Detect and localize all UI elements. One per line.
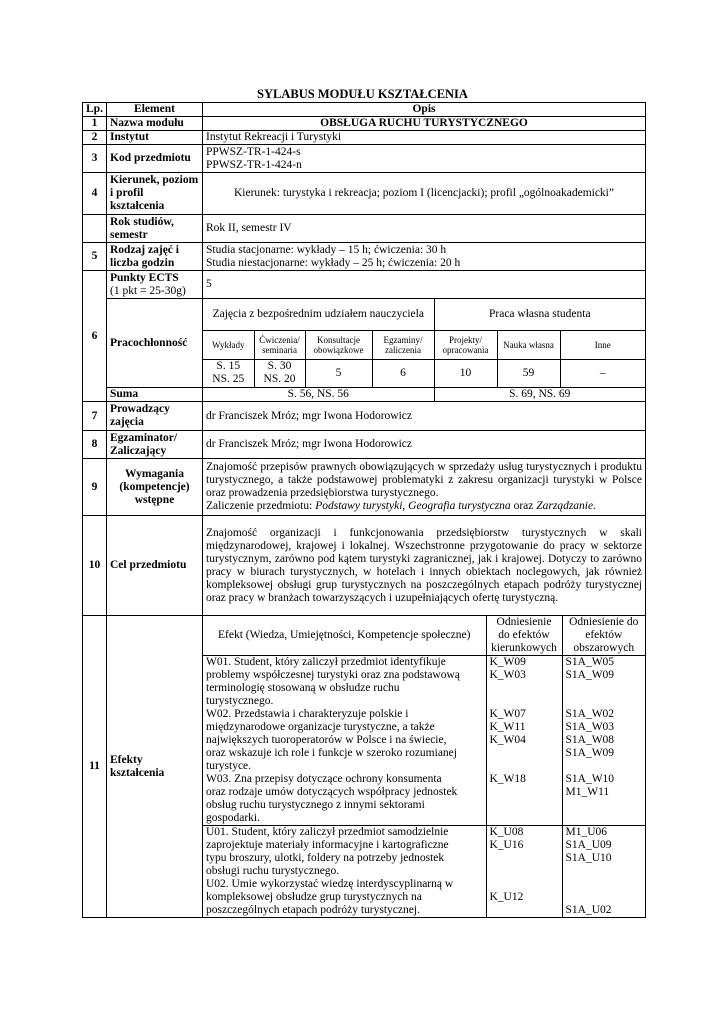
- document-title: SYLABUS MODUŁU KSZTAŁCENIA: [257, 87, 468, 101]
- row-label: Egzaminator/ Zaliczający: [107, 431, 203, 459]
- col-wyklady: Wykłady: [203, 330, 254, 359]
- effect-line: gospodarki.: [206, 812, 260, 824]
- header-obszarowe: Odniesienie do efektów obszarowych: [562, 616, 645, 656]
- ects-note: (1 pkt = 25-30g): [110, 284, 186, 297]
- kier-ref: [490, 865, 559, 878]
- sum-cell: [203, 388, 646, 402]
- hours-nonstationary: Studia niestacjonarne: wykłady – 25 h; ćwiczenia: 20 h: [206, 256, 461, 269]
- row-pracochlonnosc: [83, 299, 646, 388]
- kier-ref: K_W03: [489, 669, 526, 681]
- val-cwiczenia-s: S. 30: [267, 360, 292, 373]
- row-efekty: [83, 616, 646, 918]
- row-number: 3: [83, 145, 107, 173]
- row-nazwa-modulu: [83, 117, 646, 131]
- kier-ref: [490, 695, 559, 708]
- col-projekty: Projekty/ opracowania: [434, 330, 497, 359]
- row-label: Wymagania (kompetencje) wstępne: [107, 459, 203, 516]
- sep: .: [593, 500, 596, 512]
- class-hours-value: [203, 243, 646, 271]
- institute-value: Instytut Rekreacji i Turystyki: [203, 131, 646, 145]
- header-effect: Efekt (Wiedza, Umiejętności, Kompetencje społeczne): [203, 616, 486, 656]
- effect-line: międzynarodowe organizacje turystyczne, a także: [206, 721, 435, 733]
- ects-label: Punkty ECTS: [110, 271, 179, 284]
- effect-line: terminologię stosowaną w obsłudze ruchu: [206, 682, 400, 694]
- row-label: Cel przedmiotu: [107, 516, 203, 616]
- obsz-ref: [566, 891, 643, 904]
- row-number: 7: [83, 402, 107, 431]
- row-cel: [83, 516, 646, 616]
- skills-kier-refs: [486, 826, 562, 918]
- header-lp: Lp.: [83, 103, 107, 117]
- row-instytut: [83, 131, 646, 145]
- kier-ref: [490, 682, 559, 695]
- row-label: Instytut: [107, 131, 203, 145]
- kier-ref: [490, 747, 559, 760]
- obsz-ref: S1A_U09: [565, 839, 612, 851]
- effect-line: obsługi ruchu turystycznego.: [206, 865, 340, 877]
- row-rodzaj-zajec: [83, 243, 646, 271]
- effect-line: oraz wskazuje ich role i funkcje w szeroko rozumianej: [206, 747, 457, 759]
- val-konsultacje: 5: [305, 359, 372, 387]
- row-label: Efekty kształcenia: [107, 616, 203, 918]
- prerequisites-courses-label: Zaliczenie przedmiotu:: [206, 500, 316, 512]
- row-number: 2: [83, 131, 107, 145]
- obsz-ref: S1A_W02: [565, 708, 615, 720]
- kier-ref: [490, 760, 559, 773]
- obsz-ref: S1A_W09: [565, 669, 615, 681]
- code-nonstationary: PPWSZ-TR-1-424-n: [206, 158, 302, 171]
- row-number: 9: [83, 459, 107, 516]
- row-label: Suma: [107, 388, 203, 402]
- effect-line: turystycznego.: [206, 695, 274, 707]
- obsz-ref: S1A_W05: [565, 656, 615, 668]
- obsz-ref: S1A_W08: [565, 734, 615, 746]
- syllabus-table: [82, 102, 646, 402]
- kier-ref: [490, 878, 559, 891]
- effect-line: zaprojektuje materiały informacyjne i kartograficzne: [206, 839, 449, 851]
- row-label: Pracochłonność: [107, 299, 203, 388]
- effect-line: problemy współczesnej turystyki oraz zna podstawową: [206, 669, 460, 681]
- obsz-ref: [566, 682, 643, 695]
- workload-group-teacher: Zajęcia z bezpośrednim udziałem nauczyciela: [203, 299, 434, 330]
- col-inne: Inne: [560, 330, 645, 359]
- knowledge-obsz-refs: [562, 656, 645, 826]
- kier-ref: K_U08: [489, 826, 524, 838]
- skills-effects: [203, 826, 486, 918]
- row-prowadzacy-zajecia: [83, 402, 646, 431]
- year-semester-value: Rok II, semestr IV: [203, 215, 646, 243]
- effect-line: kompleksowej obsłudze grup turystycznych na: [206, 891, 422, 903]
- val-cwiczenia: [254, 359, 305, 387]
- row-label: Kod przedmiotu: [107, 145, 203, 173]
- kier-ref: K_W04: [489, 734, 526, 746]
- outcomes-cell: [203, 616, 646, 918]
- obsz-ref: M1_W11: [565, 786, 610, 798]
- row-number: 8: [83, 431, 107, 459]
- kier-ref: K_W09: [489, 656, 526, 668]
- skills-obsz-refs: [562, 826, 645, 918]
- val-inne: –: [560, 359, 645, 387]
- kier-ref: K_W18: [489, 773, 526, 785]
- row-rok-studiow: [83, 215, 646, 243]
- row-number-empty: [83, 215, 107, 243]
- col-konsultacje: Konsultacje obowiązkowe: [305, 330, 372, 359]
- obsz-ref: S1A_W09: [565, 747, 615, 759]
- sum-self: S. 69, NS. 69: [509, 388, 571, 400]
- examiners-value: dr Franciszek Mróz; mgr Iwona Hodorowicz: [203, 431, 646, 459]
- row-label: [107, 271, 203, 299]
- effect-line: U02. Umie wykorzystać wiedzę interdyscyplinarną w: [206, 878, 454, 890]
- workload-group-self: Praca własna studenta: [434, 299, 645, 330]
- lecturers-value: dr Franciszek Mróz; mgr Iwona Hodorowicz: [203, 402, 646, 431]
- row-label: Kierunek, poziom i profil kształcenia: [107, 173, 203, 215]
- row-number: 10: [83, 516, 107, 616]
- val-wyklady-ns: NS. 25: [212, 373, 245, 386]
- effect-line: poszczególnych etapach podróży turystycznej.: [206, 904, 420, 916]
- kier-ref: [490, 852, 559, 865]
- row-number: 11: [83, 616, 107, 918]
- kier-ref: K_W11: [489, 721, 526, 733]
- code-value: [203, 145, 646, 173]
- val-wyklady: [203, 359, 254, 387]
- row-label: Rodzaj zajęć i liczba godzin: [107, 243, 203, 271]
- kier-ref: K_U16: [489, 839, 524, 851]
- row-label: Prowadzący zajęcia: [107, 402, 203, 431]
- code-stationary: PPWSZ-TR-1-424-s: [206, 145, 301, 158]
- obsz-ref: S1A_U10: [565, 852, 612, 864]
- col-cwiczenia: Ćwiczenia/ seminaria: [254, 330, 305, 359]
- obsz-ref: [566, 865, 643, 878]
- row-label: Rok studiów, semestr: [107, 215, 203, 243]
- sum-teacher: S. 56, NS. 56: [203, 388, 434, 401]
- effect-line: największych tuoroperatorów w Polsce i na świecie,: [206, 734, 447, 746]
- val-egzaminy: 6: [372, 359, 434, 387]
- row-number: 6: [83, 271, 107, 402]
- syllabus-table-continued: [82, 401, 646, 918]
- knowledge-kier-refs: [486, 656, 562, 826]
- hours-stationary: Studia stacjonarne: wykłady – 15 h; ćwiczenia: 30 h: [206, 243, 447, 256]
- effect-line: oraz rodzaje umów dotyczących współpracy jednostek: [206, 786, 458, 798]
- row-kierunek: [83, 173, 646, 215]
- col-nauka-wlasna: Nauka własna: [497, 330, 560, 359]
- course-goal-text: Znajomość organizacji i funkcjonowania przedsiębiorstw turystycznych w skali międzynarodowej, krajowej i lokalnej. Wszechstronne przygotowanie do pracy w sektorze turystycznym, zarówno pod kątem turystyki zagranicznej, jak i krajowej. Dotyczy to zarówno pracy w biurach turystycznych, w hotelach i innych obiektach noclegowych, jak również kompleksowej obsługi grup turystycznych na poszczególnych etapach podróży turystycznej oraz pracy w branżach towarzyszących i uzupełniających ofertę turystyczną.: [203, 516, 646, 616]
- val-projekty: 10: [434, 359, 497, 387]
- row-ects: [83, 271, 646, 299]
- obsz-ref: S1A_W10: [565, 773, 615, 785]
- course-3: Zarządzanie: [536, 500, 594, 512]
- knowledge-effects: [203, 656, 486, 826]
- val-cwiczenia-ns: NS. 20: [263, 373, 296, 386]
- row-wymagania: [83, 459, 646, 516]
- effect-line: typu broszury, ulotki, foldery na potrzeby jednostek: [206, 852, 445, 864]
- prerequisites-value: [203, 459, 646, 516]
- obsz-ref: [566, 878, 643, 891]
- module-name: OBSŁUGA RUCHU TURYSTYCZNEGO: [203, 117, 646, 131]
- effect-line: W01. Student, który zaliczył przedmiot identyfikuje: [206, 656, 446, 668]
- workload-cell: [203, 299, 646, 388]
- obsz-ref: [566, 695, 643, 708]
- sum-table: [203, 388, 645, 401]
- kier-ref: K_U12: [489, 891, 524, 903]
- row-kod: [83, 145, 646, 173]
- prerequisites-text: Znajomość przepisów prawnych obowiązujących w sprzedaży usług turystycznych i produktu turystycznego, a także podstawowej problematyki z zakresu organizacji turystyki w Polsce oraz prowadzenia przedsiębiorstwa turystycznego.: [206, 461, 642, 499]
- kier-ref: K_W07: [489, 708, 526, 720]
- table-header-row: [83, 103, 646, 117]
- val-nauka: 59: [497, 359, 560, 387]
- obsz-ref: M1_U06: [565, 826, 608, 838]
- outcomes-table: [203, 616, 645, 917]
- course-1: Podstawy turystyki: [315, 500, 403, 512]
- row-number: 5: [83, 243, 107, 271]
- course-2: Geografia turystyczna: [408, 500, 511, 512]
- field-of-study-value: Kierunek: turystyka i rekreacja; poziom I (licencjacki); profil „ogólnoakademicki”: [203, 173, 646, 215]
- sep: ,: [402, 500, 409, 512]
- row-number: 4: [83, 173, 107, 215]
- obsz-ref: S1A_U02: [565, 904, 612, 916]
- effect-line: W02. Przedstawia i charakteryzuje polskie i: [206, 708, 409, 720]
- header-opis: Opis: [203, 103, 646, 117]
- effect-line: U01. Student, który zaliczył przedmiot samodzielnie: [206, 826, 449, 838]
- workload-table: [203, 299, 645, 387]
- row-egzaminator: [83, 431, 646, 459]
- row-label: Nazwa modułu: [107, 117, 203, 131]
- row-suma: [83, 388, 646, 402]
- header-kierunkowe: Odniesienie do efektów kierunkowych: [486, 616, 562, 656]
- effect-line: obsług ruchu turystycznego z innymi sektorami: [206, 799, 425, 811]
- header-element: Element: [107, 103, 203, 117]
- col-egzaminy: Egzaminy/ zaliczenia: [372, 330, 434, 359]
- obsz-ref: S1A_W03: [565, 721, 615, 733]
- val-wyklady-s: S. 15: [216, 360, 241, 373]
- effect-line: turystyce.: [206, 760, 252, 772]
- ects-value: 5: [203, 271, 646, 299]
- effect-line: W03. Zna przepisy dotyczące ochrony konsumenta: [206, 773, 442, 785]
- obsz-ref: [566, 760, 643, 773]
- row-number: 1: [83, 117, 107, 131]
- sep: oraz: [510, 500, 537, 512]
